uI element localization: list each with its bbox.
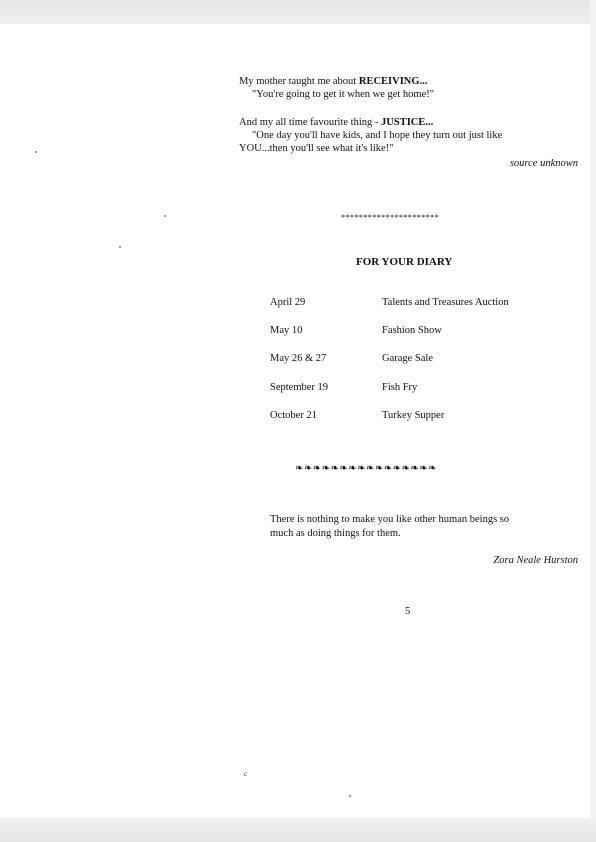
justice-word: JUSTICE... bbox=[381, 117, 434, 128]
justice-intro: And my all time favourite thing - bbox=[239, 117, 382, 128]
stray-mark: c bbox=[244, 770, 248, 778]
diary-event: Garage Sale bbox=[382, 353, 434, 364]
scan-speck bbox=[35, 151, 37, 153]
diary-heading: FOR YOUR DIARY bbox=[356, 256, 453, 268]
scan-border-right bbox=[590, 0, 596, 842]
source-attribution: source unknown bbox=[509, 158, 578, 169]
justice-quote-line-1: "One day you'll have kids, and I hope they turn out just like bbox=[252, 130, 503, 141]
diary-date: May 26 & 27 bbox=[270, 353, 327, 364]
receiving-line bbox=[239, 75, 427, 88]
diary-event: Fish Fry bbox=[382, 382, 418, 393]
scan-speck bbox=[349, 795, 351, 797]
quote-line-2: much as doing things for them. bbox=[270, 528, 401, 539]
scan-border-bottom bbox=[0, 818, 596, 842]
diary-event: Talents and Treasures Auction bbox=[382, 297, 509, 308]
diary-event: Fashion Show bbox=[382, 325, 442, 336]
diary-date: September 19 bbox=[270, 382, 329, 393]
diary-date: May 10 bbox=[270, 325, 303, 336]
diary-date: October 21 bbox=[270, 410, 317, 421]
quote-line-1: There is nothing to make you like other human beings so bbox=[270, 514, 510, 525]
scan-speck bbox=[164, 215, 166, 217]
quote-author: Zora Neale Hurston bbox=[493, 555, 578, 566]
justice-quote-line-2: YOU...then you'll see what it's like!" bbox=[239, 143, 394, 154]
receiving-quote: "You're going to get it when we get home!" bbox=[252, 89, 435, 100]
receiving-intro: My mother taught me about bbox=[239, 76, 359, 87]
diary-event: Turkey Supper bbox=[382, 410, 445, 421]
justice-line bbox=[239, 116, 433, 129]
scan-border-top bbox=[0, 0, 596, 24]
ornament-divider: ❧❧❧❧❧❧❧❧❧❧❧❧❧❧❧❧ bbox=[295, 463, 438, 474]
asterisk-divider: ********************** bbox=[341, 212, 439, 222]
scan-speck bbox=[119, 246, 121, 248]
page-number: 5 bbox=[405, 606, 411, 617]
receiving-word: RECEIVING... bbox=[358, 76, 428, 87]
diary-date: April 29 bbox=[270, 297, 306, 308]
